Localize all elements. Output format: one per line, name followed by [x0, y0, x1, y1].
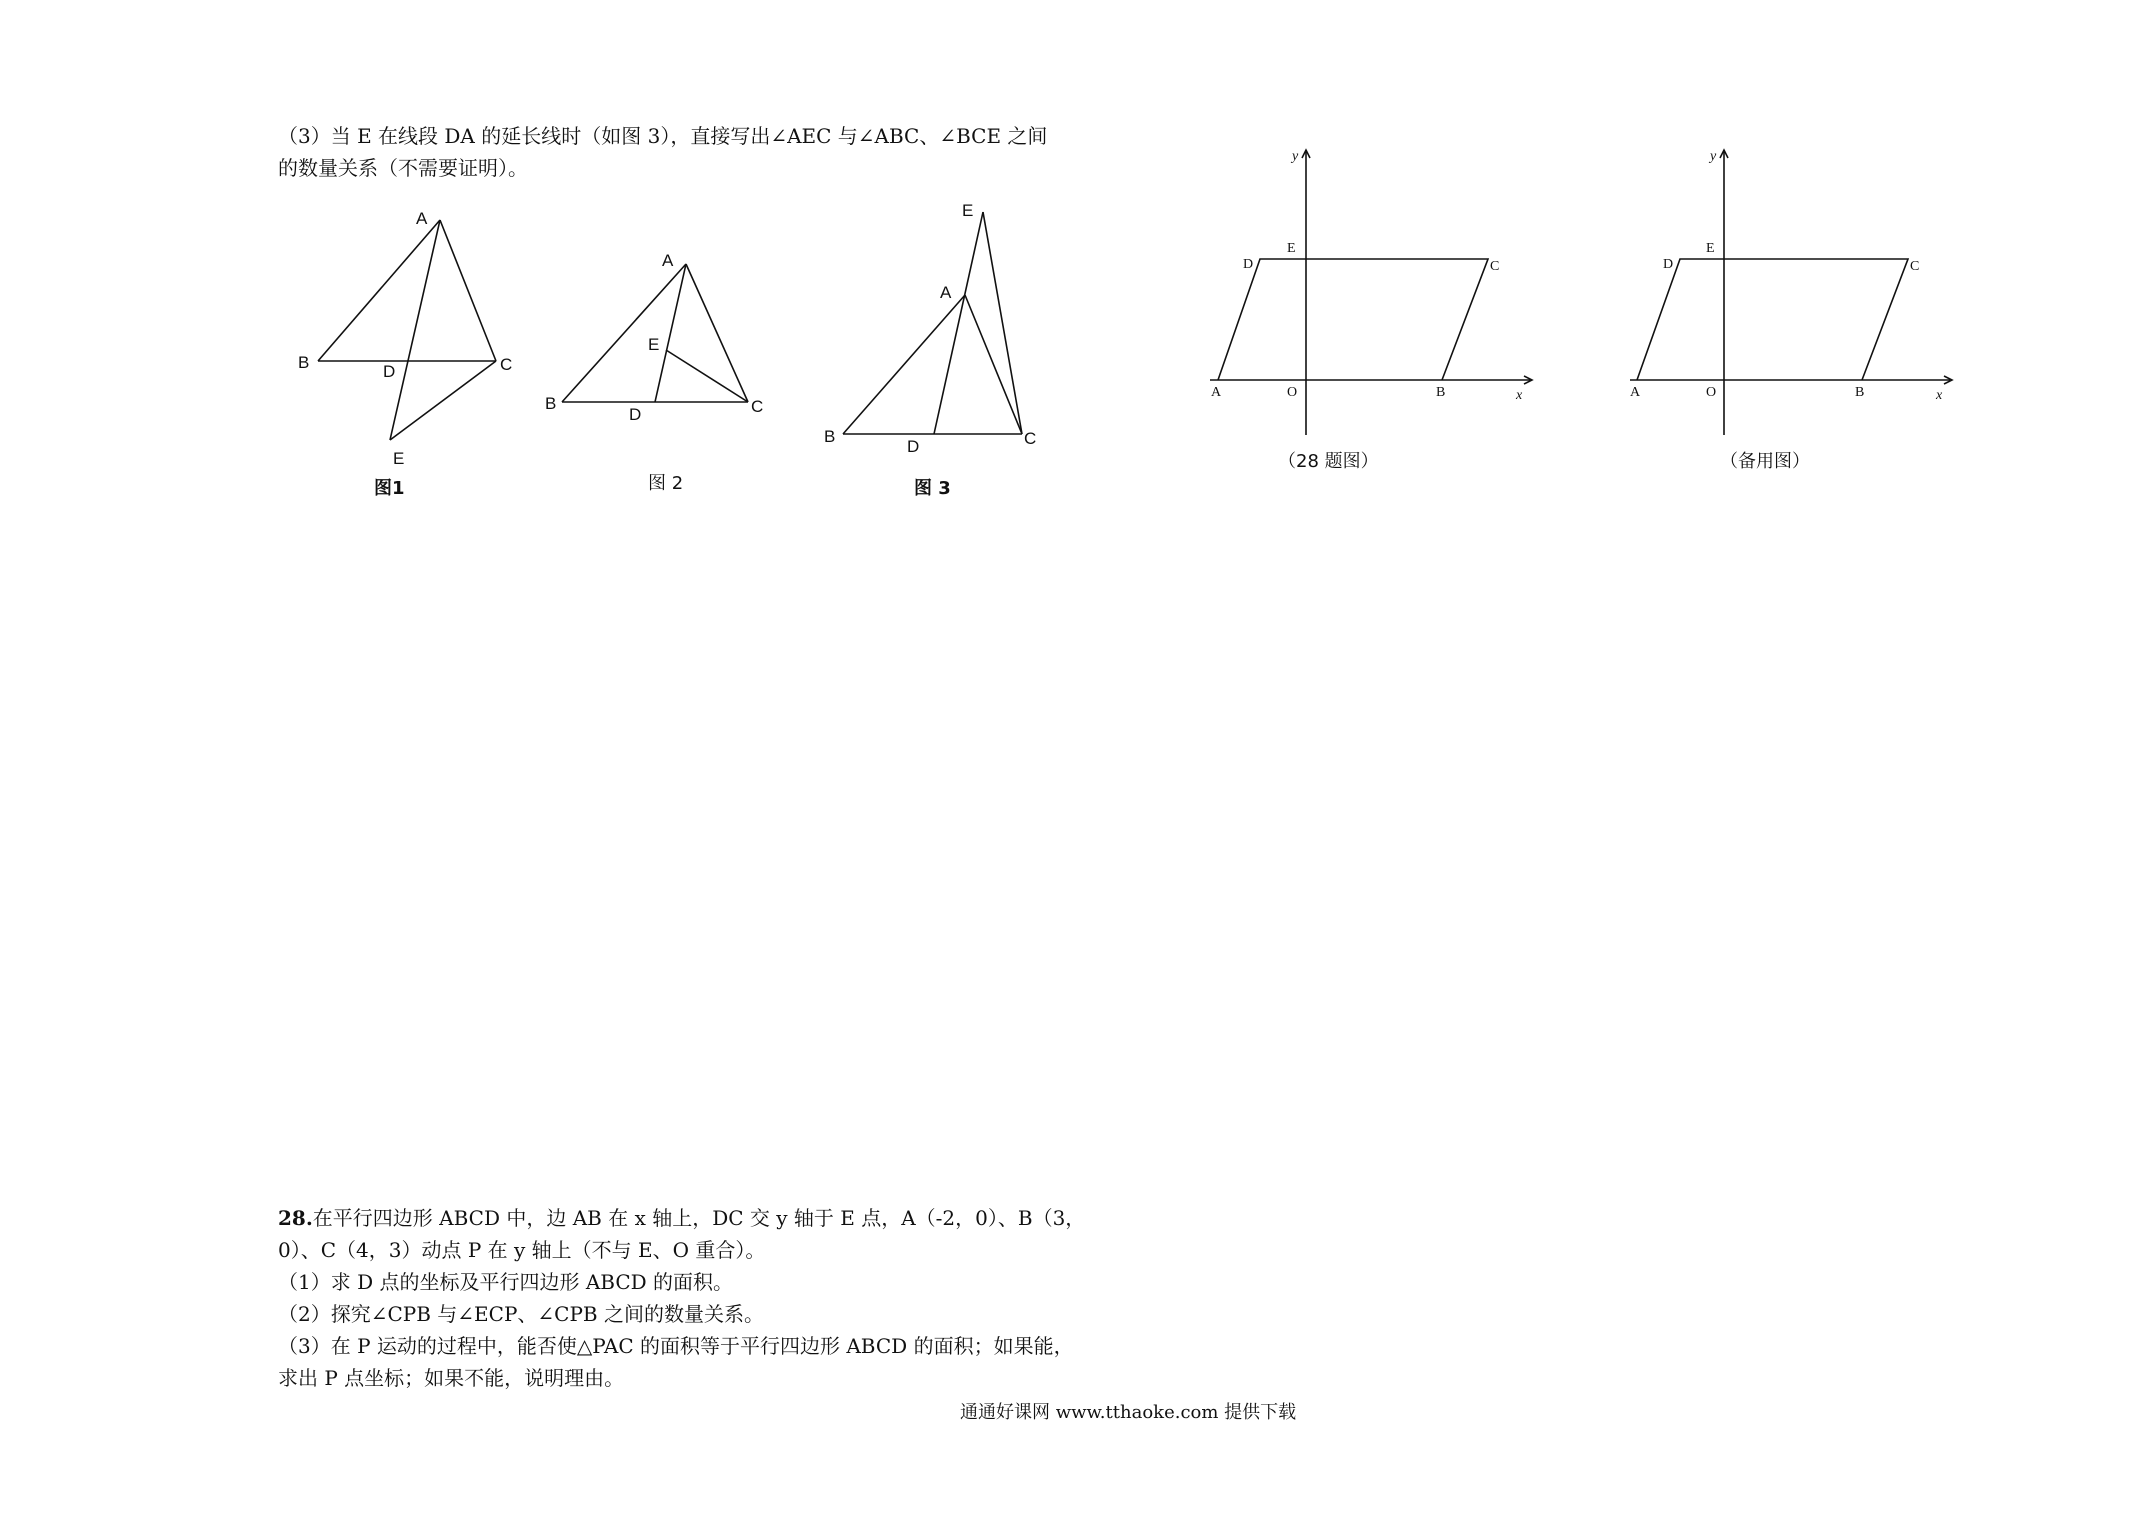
fig2-label-d: D — [629, 405, 642, 424]
graph-spare-label-c: C — [1910, 259, 1920, 274]
fig2-label-e: E — [648, 335, 660, 354]
graph28-label-o: O — [1287, 385, 1298, 400]
fig3-label-d: D — [907, 437, 920, 456]
fig1-label-c: C — [500, 355, 513, 374]
fig2-label-b: B — [545, 394, 557, 413]
fig3-label-c: C — [1024, 429, 1037, 448]
fig2-caption: 图 2 — [648, 473, 684, 494]
question-28-number: 28. — [278, 1206, 313, 1230]
fig3-caption: 图 3 — [914, 478, 951, 499]
graph28-label-e: E — [1287, 241, 1296, 256]
question-3-line-1: （3）当 E 在线段 DA 的延长线时（如图 3），直接写出∠AEC 与∠ABC、∠BCE 之间 — [278, 124, 1048, 148]
figure-1 — [318, 220, 496, 440]
fig1-label-b: B — [298, 353, 310, 372]
graph28-label-c: C — [1490, 259, 1500, 274]
graph-spare-label-e: E — [1706, 241, 1715, 256]
question-28-part-3: （3）在 P 运动的过程中，能否使△PAC 的面积等于平行四边形 ABCD 的面积；如果能， — [278, 1334, 1074, 1358]
fig1-label-d: D — [383, 362, 396, 381]
graph-spare-label-o: O — [1706, 385, 1717, 400]
graph-spare-label-y: y — [1710, 149, 1717, 164]
graph28-label-b: B — [1436, 385, 1446, 400]
question-3-line-2: 的数量关系（不需要证明）。 — [278, 156, 528, 180]
graph-spare-label-d: D — [1663, 257, 1674, 272]
graph-spare — [1630, 150, 1952, 435]
fig1-label-a: A — [416, 209, 428, 228]
graph-spare-caption: （备用图） — [1720, 451, 1810, 472]
question-28-part-2: （2）探究∠CPB 与∠ECP、∠CPB 之间的数量关系。 — [278, 1302, 764, 1326]
fig1-caption: 图1 — [374, 478, 405, 499]
question-28-line-2: 0）、C（4，3）动点 P 在 y 轴上（不与 E、O 重合）。 — [278, 1238, 766, 1262]
figure-3 — [843, 212, 1022, 434]
question-28-text — [278, 1202, 1085, 1394]
graph28-label-x: x — [1516, 388, 1523, 403]
fig1-label-e: E — [393, 449, 405, 468]
graph-spare-label-b: B — [1855, 385, 1865, 400]
fig3-label-e: E — [962, 201, 974, 220]
page-footer: 通通好课网 www.tthaoke.com 提供下载 — [960, 1402, 1297, 1423]
graph28-label-d: D — [1243, 257, 1254, 272]
fig2-label-a: A — [662, 251, 674, 270]
graph-spare-label-x: x — [1936, 388, 1943, 403]
fig3-label-b: B — [824, 427, 836, 446]
fig3-label-a: A — [940, 283, 952, 302]
fig2-label-c: C — [751, 397, 764, 416]
question-28-part-1: （1）求 D 点的坐标及平行四边形 ABCD 的面积。 — [278, 1270, 734, 1294]
figure-2 — [562, 264, 748, 402]
graph28-label-y: y — [1292, 149, 1299, 164]
graph28-label-a: A — [1211, 385, 1222, 400]
graph-28 — [1210, 150, 1532, 435]
graph28-caption: （28 题图） — [1278, 451, 1379, 472]
question-28-line-1-text: 在平行四边形 ABCD 中，边 AB 在 x 轴上，DC 交 y 轴于 E 点，A（-2，0）、B（3， — [312, 1206, 1086, 1230]
graph-spare-label-a: A — [1630, 385, 1641, 400]
question-28-line-6: 求出 P 点坐标；如果不能，说明理由。 — [278, 1366, 625, 1390]
question-28-line-1 — [278, 1202, 1085, 1234]
